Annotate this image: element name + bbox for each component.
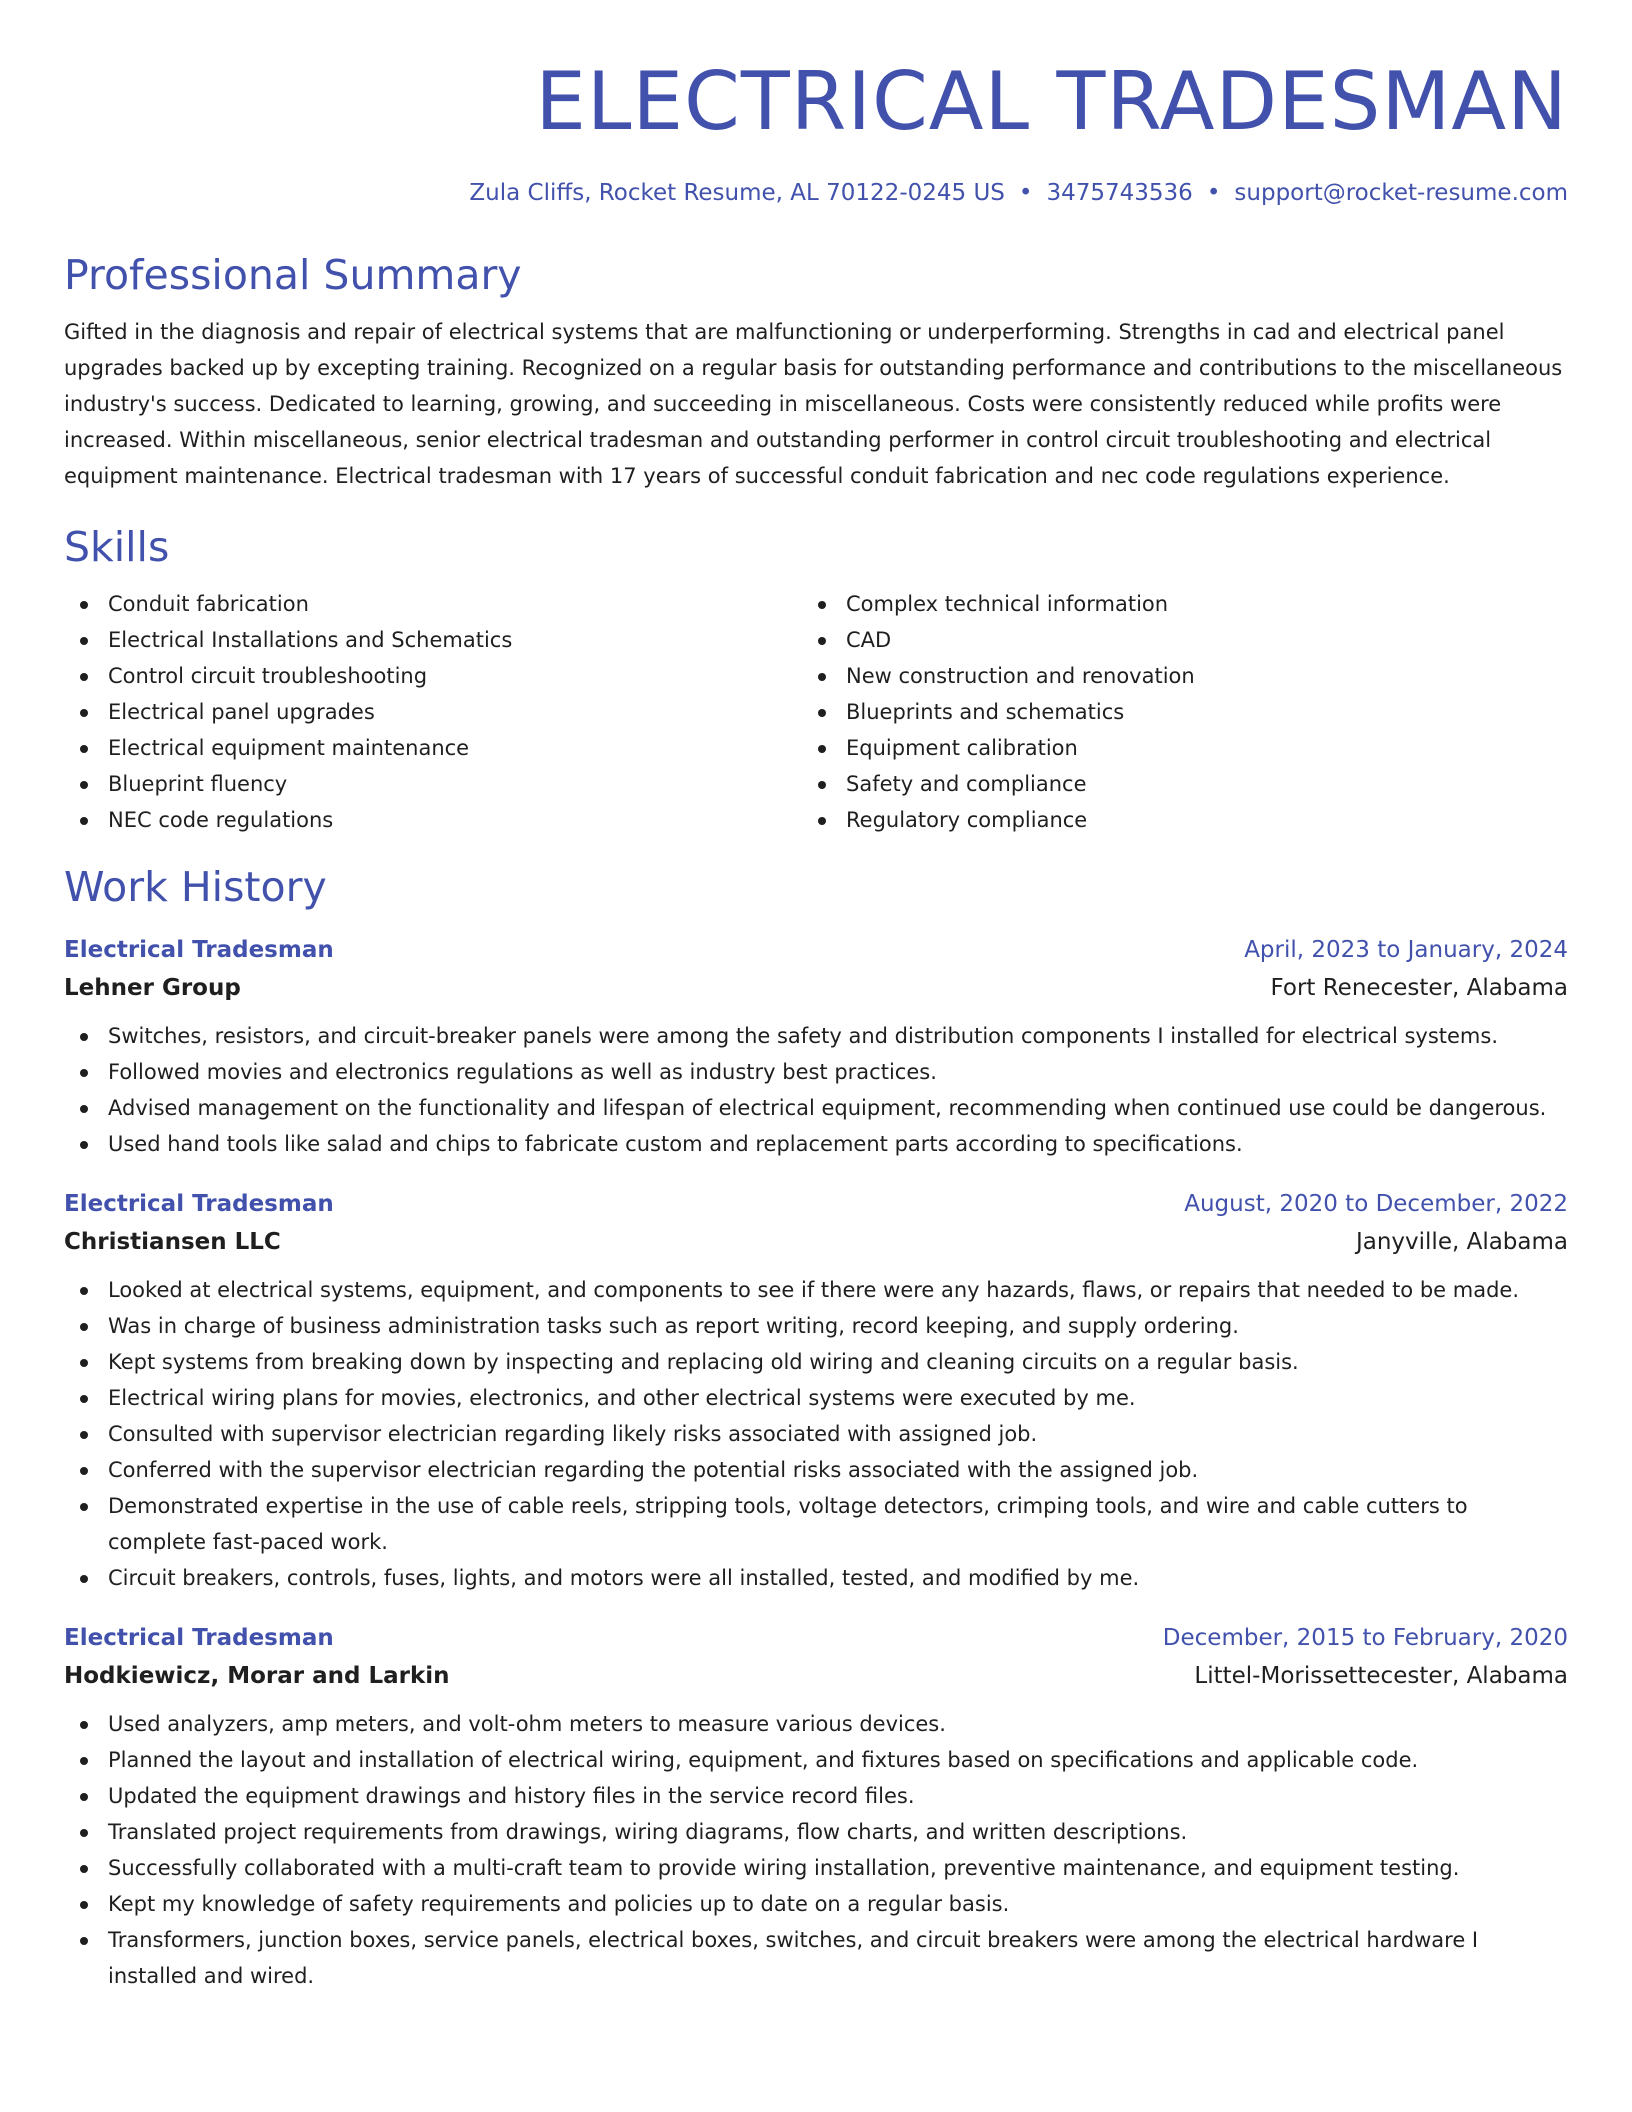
summary-text: Gifted in the diagnosis and repair of electrical systems that are malfunctioning or underperforming. Strengths in cad and electrical panel upgrades backed up by excepting training. Recognized on a regular basis for outstanding performance and contributions to the miscellaneous industry's success. Dedicated to learning, growing, and succeeding in miscellaneous. Costs were consistently reduced while profits were increased. Within miscellaneous, senior electrical tradesman and outstanding performer in control circuit troubleshooting and electrical equipment maintenance. Electrical tradesman with 17 years of successful conduit fabrication and nec code regulations experience. bbox=[64, 320, 1563, 488]
job-company-row bbox=[64, 1656, 1568, 1696]
job-bullet: Successfully collaborated with a multi-craft team to provide wiring installation, preventive maintenance, and equipment testing. bbox=[64, 1850, 1568, 1886]
skill-item: Control circuit troubleshooting bbox=[64, 658, 802, 694]
work-history-heading: Work History bbox=[64, 863, 327, 911]
job-bullet: Advised management on the functionality and lifespan of electrical equipment, recommending when continued use could be dangerous. bbox=[64, 1090, 1568, 1126]
job-title: Electrical Tradesman bbox=[64, 937, 334, 963]
skills-heading: Skills bbox=[64, 523, 170, 571]
job-company: Lehner Group bbox=[64, 975, 241, 1001]
skill-item: Equipment calibration bbox=[802, 730, 1540, 766]
skills-grid bbox=[64, 586, 1568, 838]
job-company: Christiansen LLC bbox=[64, 1229, 281, 1255]
job-dates: December, 2015 to February, 2020 bbox=[1162, 1625, 1568, 1651]
job-bullet: Circuit breakers, controls, fuses, lights, and motors were all installed, tested, and modified by me. bbox=[64, 1560, 1568, 1596]
skill-item: NEC code regulations bbox=[64, 802, 802, 838]
skill-item: CAD bbox=[802, 622, 1540, 658]
job-company-row bbox=[64, 1222, 1568, 1262]
summary-heading: Professional Summary bbox=[64, 251, 522, 299]
job-header-row bbox=[64, 1620, 1568, 1656]
job-bullet: Updated the equipment drawings and history files in the service record files. bbox=[64, 1778, 1568, 1814]
contact-line bbox=[64, 178, 1568, 208]
contact-separator: • bbox=[1018, 180, 1033, 206]
job-bullets bbox=[64, 1272, 1568, 1596]
job-bullet: Planned the layout and installation of electrical wiring, equipment, and fixtures based on specifications and applicable code. bbox=[64, 1742, 1568, 1778]
job-bullet: Transformers, junction boxes, service panels, electrical boxes, switches, and circuit breakers were among the electrical hardware I installed and wired. bbox=[64, 1922, 1568, 1994]
job-bullet: Translated project requirements from drawings, wiring diagrams, flow charts, and written descriptions. bbox=[64, 1814, 1568, 1850]
job-location: Fort Renecester, Alabama bbox=[1270, 975, 1568, 1001]
job-header-row bbox=[64, 932, 1568, 968]
job-entry bbox=[64, 932, 1568, 1162]
job-bullet: Conferred with the supervisor electrician regarding the potential risks associated with the assigned job. bbox=[64, 1452, 1568, 1488]
job-bullet: Followed movies and electronics regulations as well as industry best practices. bbox=[64, 1054, 1568, 1090]
contact-separator: • bbox=[1206, 180, 1221, 206]
skill-item: Regulatory compliance bbox=[802, 802, 1540, 838]
job-location: Janyville, Alabama bbox=[1355, 1229, 1568, 1255]
job-bullet: Used analyzers, amp meters, and volt-ohm meters to measure various devices. bbox=[64, 1706, 1568, 1742]
job-bullet: Switches, resistors, and circuit-breaker panels were among the safety and distribution components I installed for electrical systems. bbox=[64, 1018, 1568, 1054]
job-company: Hodkiewicz, Morar and Larkin bbox=[64, 1663, 450, 1689]
skill-item: Complex technical information bbox=[802, 586, 1540, 622]
skill-item: Electrical equipment maintenance bbox=[64, 730, 802, 766]
skill-item: Electrical panel upgrades bbox=[64, 694, 802, 730]
job-bullet: Consulted with supervisor electrician regarding likely risks associated with assigned job. bbox=[64, 1416, 1568, 1452]
job-bullet: Kept my knowledge of safety requirements and policies up to date on a regular basis. bbox=[64, 1886, 1568, 1922]
job-title: Electrical Tradesman bbox=[64, 1191, 334, 1217]
job-dates: April, 2023 to January, 2024 bbox=[1244, 937, 1568, 963]
skill-item: Blueprint fluency bbox=[64, 766, 802, 802]
job-company-row bbox=[64, 968, 1568, 1008]
job-bullet: Kept systems from breaking down by inspecting and replacing old wiring and cleaning circuits on a regular basis. bbox=[64, 1344, 1568, 1380]
skills-column-left bbox=[64, 586, 802, 838]
job-header-row bbox=[64, 1186, 1568, 1222]
job-title: Electrical Tradesman bbox=[64, 1625, 334, 1651]
skill-item: New construction and renovation bbox=[802, 658, 1540, 694]
job-bullet: Demonstrated expertise in the use of cable reels, stripping tools, voltage detectors, crimping tools, and wire and cable cutters to complete fast-paced work. bbox=[64, 1488, 1568, 1560]
job-entry bbox=[64, 1620, 1568, 1994]
contact-phone: 3475743536 bbox=[1046, 180, 1193, 206]
job-dates: August, 2020 to December, 2022 bbox=[1184, 1191, 1568, 1217]
candidate-name: ELECTRICAL TRADESMAN bbox=[535, 55, 1568, 148]
job-bullets bbox=[64, 1706, 1568, 1994]
job-bullet: Used hand tools like salad and chips to fabricate custom and replacement parts according to specifications. bbox=[64, 1126, 1568, 1162]
contact-email: support@rocket-resume.com bbox=[1234, 180, 1568, 206]
job-entry bbox=[64, 1186, 1568, 1596]
job-bullet: Looked at electrical systems, equipment, and components to see if there were any hazards, flaws, or repairs that needed to be made. bbox=[64, 1272, 1568, 1308]
skill-item: Safety and compliance bbox=[802, 766, 1540, 802]
skill-item: Electrical Installations and Schematics bbox=[64, 622, 802, 658]
job-bullets bbox=[64, 1018, 1568, 1162]
job-bullet: Electrical wiring plans for movies, electronics, and other electrical systems were executed by me. bbox=[64, 1380, 1568, 1416]
skill-item: Conduit fabrication bbox=[64, 586, 802, 622]
skill-item: Blueprints and schematics bbox=[802, 694, 1540, 730]
contact-address: Zula Cliffs, Rocket Resume, AL 70122-0245 US bbox=[469, 180, 1005, 206]
skills-column-right bbox=[802, 586, 1540, 838]
job-bullet: Was in charge of business administration tasks such as report writing, record keeping, and supply ordering. bbox=[64, 1308, 1568, 1344]
job-location: Littel-Morissettecester, Alabama bbox=[1194, 1663, 1568, 1689]
